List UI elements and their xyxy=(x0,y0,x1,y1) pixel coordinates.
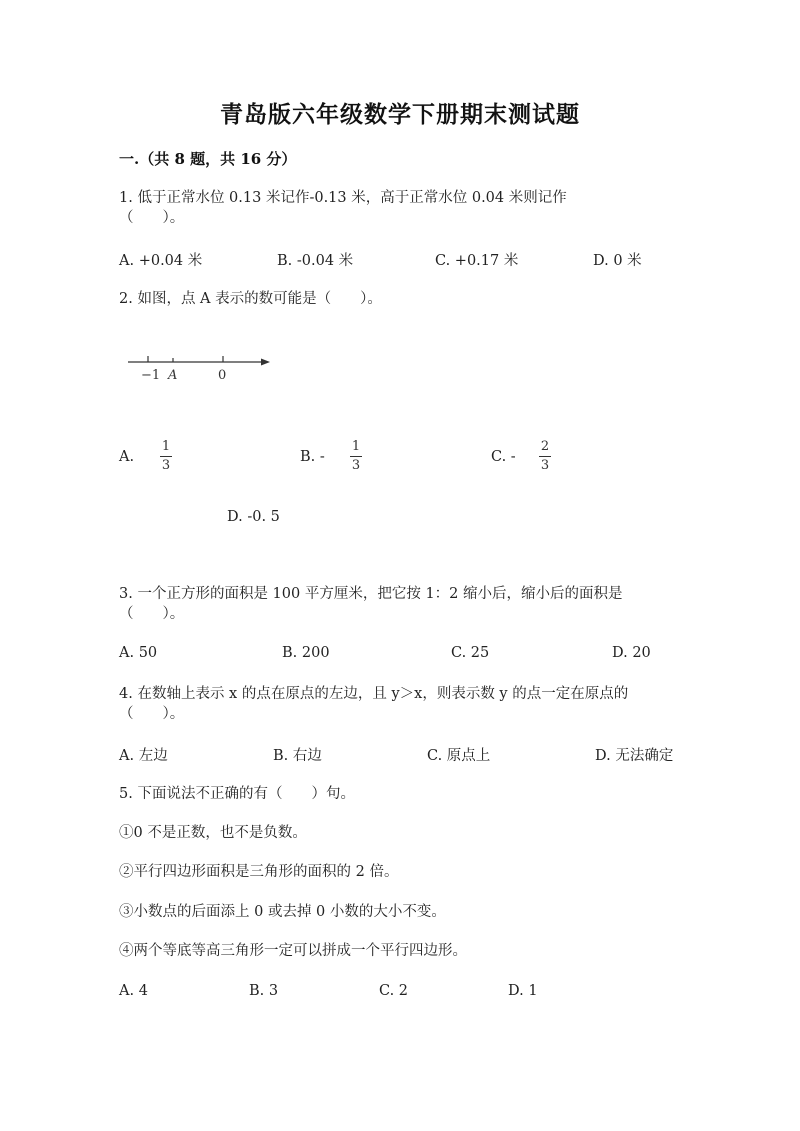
fraction-numerator: 1 xyxy=(161,439,171,454)
q4-option-b[interactable]: B. 右边 xyxy=(273,748,322,764)
page-title: 青岛版六年级数学下册期末测试题 xyxy=(220,101,580,128)
fraction-numerator: 2 xyxy=(540,439,550,454)
q2-option-a-fraction xyxy=(160,440,172,473)
label-a: A xyxy=(168,368,178,383)
q2-option-b-label[interactable]: B. - xyxy=(300,449,325,465)
q1-stem-line2: （ ）。 xyxy=(119,210,185,226)
q2-option-a-label[interactable]: A. xyxy=(119,449,135,465)
q1-stem-line1: 1. 低于正常水位 0.13 米记作-0.13 米，高于正常水位 0.04 米则记作 xyxy=(119,190,567,206)
label-minus-one: −1 xyxy=(141,368,161,383)
q2-option-c-label[interactable]: C. - xyxy=(491,449,516,465)
fraction-bar xyxy=(539,456,551,457)
q3-option-b[interactable]: B. 200 xyxy=(282,645,330,661)
fraction-denominator: 3 xyxy=(351,458,361,473)
fraction-numerator: 1 xyxy=(351,439,361,454)
number-line-figure xyxy=(125,350,275,385)
q5-option-d[interactable]: D. 1 xyxy=(508,983,538,999)
arrow-head-icon xyxy=(261,359,270,366)
q5-option-b[interactable]: B. 3 xyxy=(249,983,279,999)
q2-option-c-fraction xyxy=(539,440,551,473)
q4-stem-line2: （ ）。 xyxy=(119,706,185,722)
q1-option-b[interactable]: B. -0.04 米 xyxy=(277,253,354,269)
q1-option-a[interactable]: A. +0.04 米 xyxy=(119,253,203,269)
q5-statement-1: ①0 不是正数，也不是负数。 xyxy=(119,825,307,841)
fraction-bar xyxy=(350,456,362,457)
q2-option-d[interactable]: D. -0. 5 xyxy=(227,509,280,525)
q5-statement-4: ④两个等底等高三角形一定可以拼成一个平行四边形。 xyxy=(119,943,467,959)
q5-statement-2: ②平行四边形面积是三角形的面积的 2 倍。 xyxy=(119,864,399,880)
q4-option-a[interactable]: A. 左边 xyxy=(119,748,168,764)
q3-stem-line1: 3. 一个正方形的面积是 100 平方厘米，把它按 1：2 缩小后，缩小后的面积是 xyxy=(119,586,623,602)
q5-option-a[interactable]: A. 4 xyxy=(119,983,148,999)
fraction-denominator: 3 xyxy=(540,458,550,473)
fraction-denominator: 3 xyxy=(161,458,171,473)
q1-option-d[interactable]: D. 0 米 xyxy=(593,253,642,269)
label-zero: 0 xyxy=(218,368,227,383)
q1-option-c[interactable]: C. +0.17 米 xyxy=(435,253,519,269)
q4-stem-line1: 4. 在数轴上表示 x 的点在原点的左边，且 y＞x，则表示数 y 的点一定在原点的 xyxy=(119,686,629,702)
q2-option-b-fraction xyxy=(350,440,362,473)
q5-stem: 5. 下面说法不正确的有（ ）句。 xyxy=(119,786,355,802)
q3-option-d[interactable]: D. 20 xyxy=(612,645,651,661)
q5-option-c[interactable]: C. 2 xyxy=(379,983,409,999)
q4-option-c[interactable]: C. 原点上 xyxy=(427,748,491,764)
section-heading: 一.（共 8 题，共 16 分） xyxy=(119,150,297,168)
q3-stem-line2: （ ）。 xyxy=(119,606,185,622)
q5-statement-3: ③小数点的后面添上 0 或去掉 0 小数的大小不变。 xyxy=(119,904,446,920)
fraction-bar xyxy=(160,456,172,457)
q4-option-d[interactable]: D. 无法确定 xyxy=(595,748,674,764)
q3-option-c[interactable]: C. 25 xyxy=(451,645,490,661)
q3-option-a[interactable]: A. 50 xyxy=(119,645,158,661)
q2-stem: 2. 如图，点 A 表示的数可能是（ ）。 xyxy=(119,291,382,307)
